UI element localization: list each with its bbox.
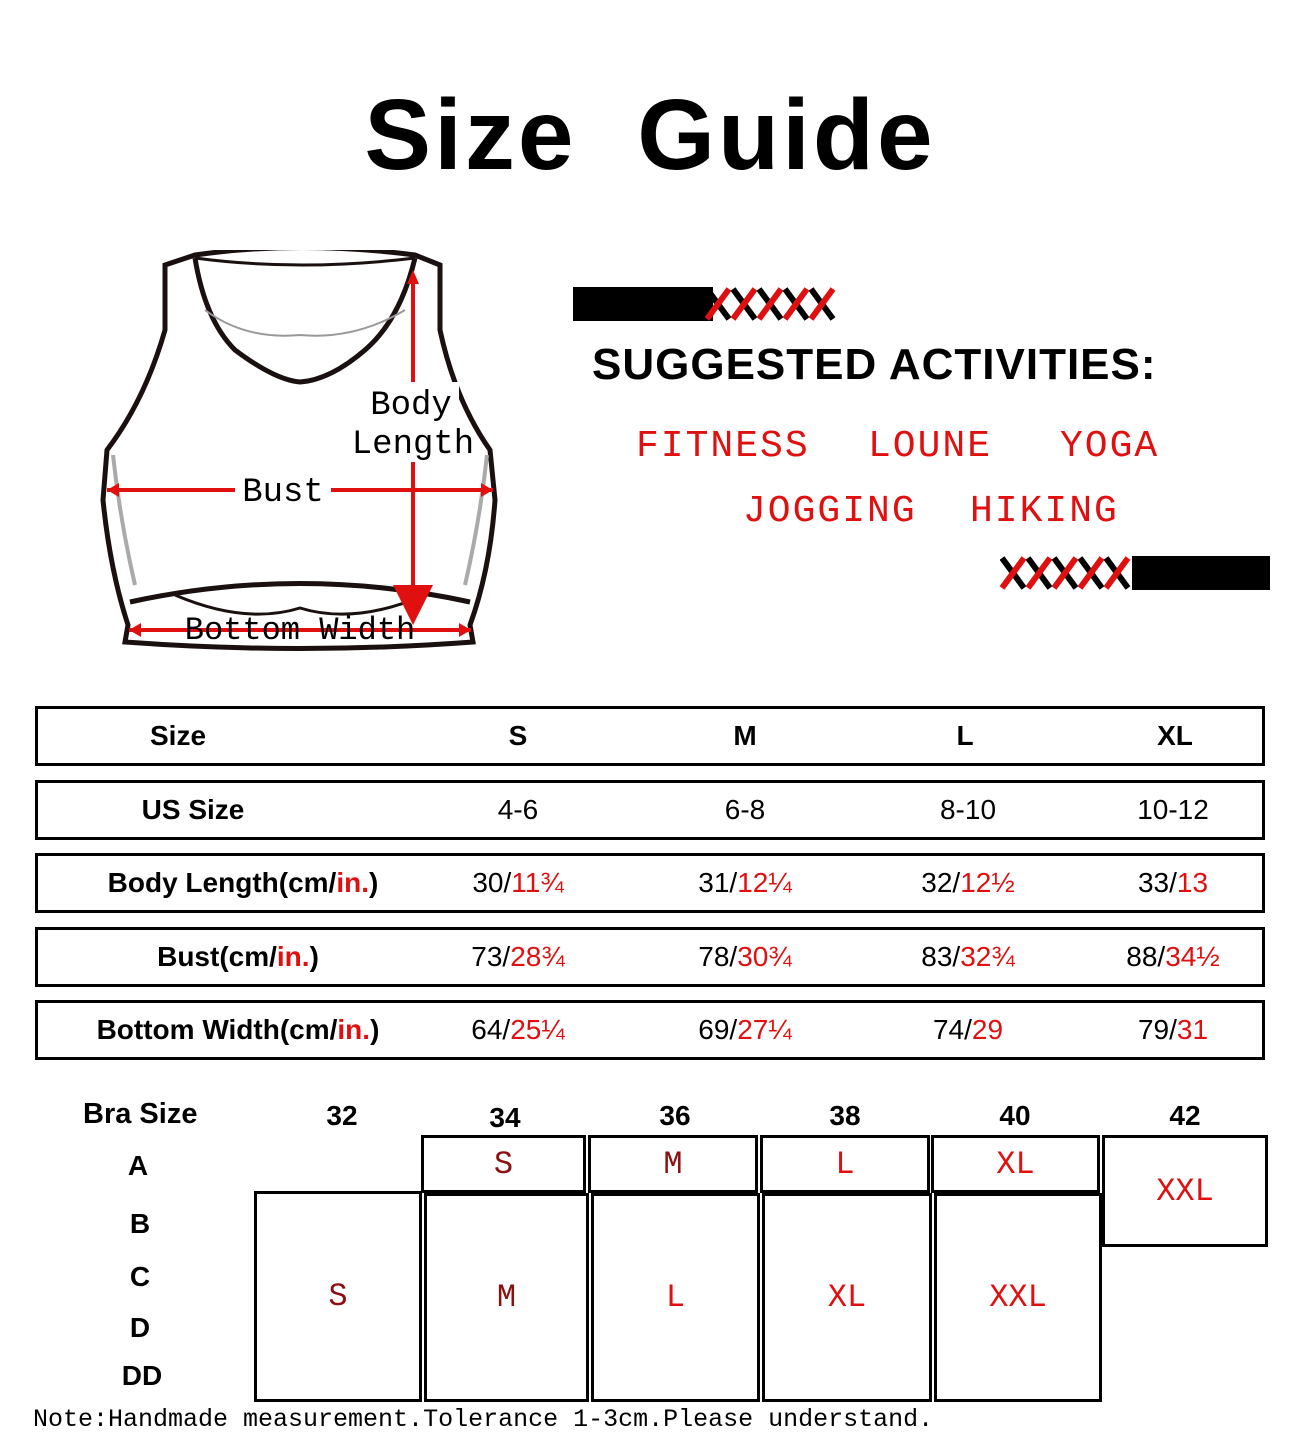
sports-bra-diagram bbox=[95, 250, 505, 660]
label-body: Body bbox=[370, 387, 452, 425]
band-32: 32 bbox=[326, 1100, 358, 1131]
table-row bbox=[35, 927, 1265, 987]
band-40: 40 bbox=[999, 1100, 1031, 1131]
cell: 73/ 28¾ bbox=[471, 941, 565, 972]
cell: 4-6 bbox=[497, 794, 539, 825]
label-bottom-width: Bottom Width bbox=[184, 612, 416, 649]
table-row bbox=[35, 780, 1265, 840]
band-42: 42 bbox=[1169, 1100, 1201, 1131]
cup-dd: DD bbox=[121, 1360, 163, 1391]
cell: 88/ 34½ bbox=[1126, 941, 1220, 972]
cup-bdd-40: XXL bbox=[934, 1193, 1102, 1402]
cell: 78/ 30¾ bbox=[698, 941, 792, 972]
size-header-label: Size bbox=[149, 720, 207, 751]
cup-a-38: L bbox=[760, 1135, 930, 1193]
cup-bdd-32: S bbox=[254, 1191, 422, 1402]
bra-size-title: Bra Size bbox=[83, 1098, 198, 1130]
cell: 83/ 32¾ bbox=[921, 941, 1015, 972]
decor-cross-bottom bbox=[1000, 554, 1140, 592]
band-36: 36 bbox=[659, 1100, 691, 1131]
cup-a-34: S bbox=[421, 1135, 586, 1193]
row-label: Body Length(cm/ in. ) bbox=[107, 867, 379, 898]
cell: 8-10 bbox=[939, 794, 997, 825]
label-bust: Bust bbox=[242, 474, 324, 512]
cup-a-36: M bbox=[588, 1135, 758, 1193]
decor-cross-top bbox=[705, 285, 845, 323]
cell: 6-8 bbox=[724, 794, 766, 825]
activities-heading: SUGGESTED ACTIVITIES: bbox=[592, 340, 1157, 389]
cup-d: D bbox=[129, 1312, 151, 1343]
cup-a: A bbox=[127, 1150, 149, 1181]
cup-bdd-36: L bbox=[591, 1193, 760, 1402]
cell: 69/ 27¼ bbox=[698, 1014, 792, 1045]
table-row bbox=[35, 1000, 1265, 1060]
decor-bar-bottom bbox=[1132, 556, 1270, 590]
cell: 79/ 31 bbox=[1137, 1014, 1209, 1045]
cup-bdd-38: XL bbox=[762, 1193, 932, 1402]
band-42-all: XXL bbox=[1102, 1135, 1268, 1247]
note-text: Note:Handmade measurement.Tolerance 1-3cm.Please understand. bbox=[33, 1405, 934, 1434]
activity-fitness: FITNESS bbox=[636, 425, 810, 468]
cell: 33/ 13 bbox=[1137, 867, 1209, 898]
cup-c: C bbox=[129, 1261, 151, 1292]
activity-loune: LOUNE bbox=[868, 425, 993, 468]
size-header-s: S bbox=[508, 720, 528, 751]
table-row bbox=[35, 853, 1265, 913]
size-header-xl: XL bbox=[1157, 720, 1193, 751]
label-length: Length bbox=[351, 426, 475, 464]
activity-yoga: YOGA bbox=[1060, 425, 1160, 468]
activity-jogging: JOGGING bbox=[743, 490, 917, 533]
size-header-row bbox=[35, 706, 1265, 766]
cell: 10-12 bbox=[1137, 794, 1209, 825]
size-header-m: M bbox=[733, 720, 757, 751]
cell: 32/ 12½ bbox=[921, 867, 1015, 898]
cell: 30/ 11¾ bbox=[472, 867, 564, 898]
row-label: Bust(cm/ in. ) bbox=[157, 941, 319, 972]
band-38: 38 bbox=[829, 1100, 861, 1131]
cup-a-40: XL bbox=[931, 1135, 1100, 1193]
cell: 74/ 29 bbox=[932, 1014, 1004, 1045]
decor-bar-top bbox=[573, 287, 713, 321]
cup-b: B bbox=[129, 1208, 151, 1239]
activity-hiking: HIKING bbox=[970, 490, 1119, 533]
size-header-l: L bbox=[956, 720, 974, 751]
cup-bdd-34: M bbox=[424, 1193, 589, 1402]
band-34: 34 bbox=[489, 1102, 521, 1133]
row-label: US Size bbox=[141, 794, 245, 825]
cell: 64/ 25¼ bbox=[471, 1014, 565, 1045]
cell: 31/ 12¼ bbox=[698, 867, 792, 898]
row-label: Bottom Width(cm/ in. ) bbox=[96, 1014, 380, 1045]
page-title: Size Guide bbox=[364, 79, 936, 191]
